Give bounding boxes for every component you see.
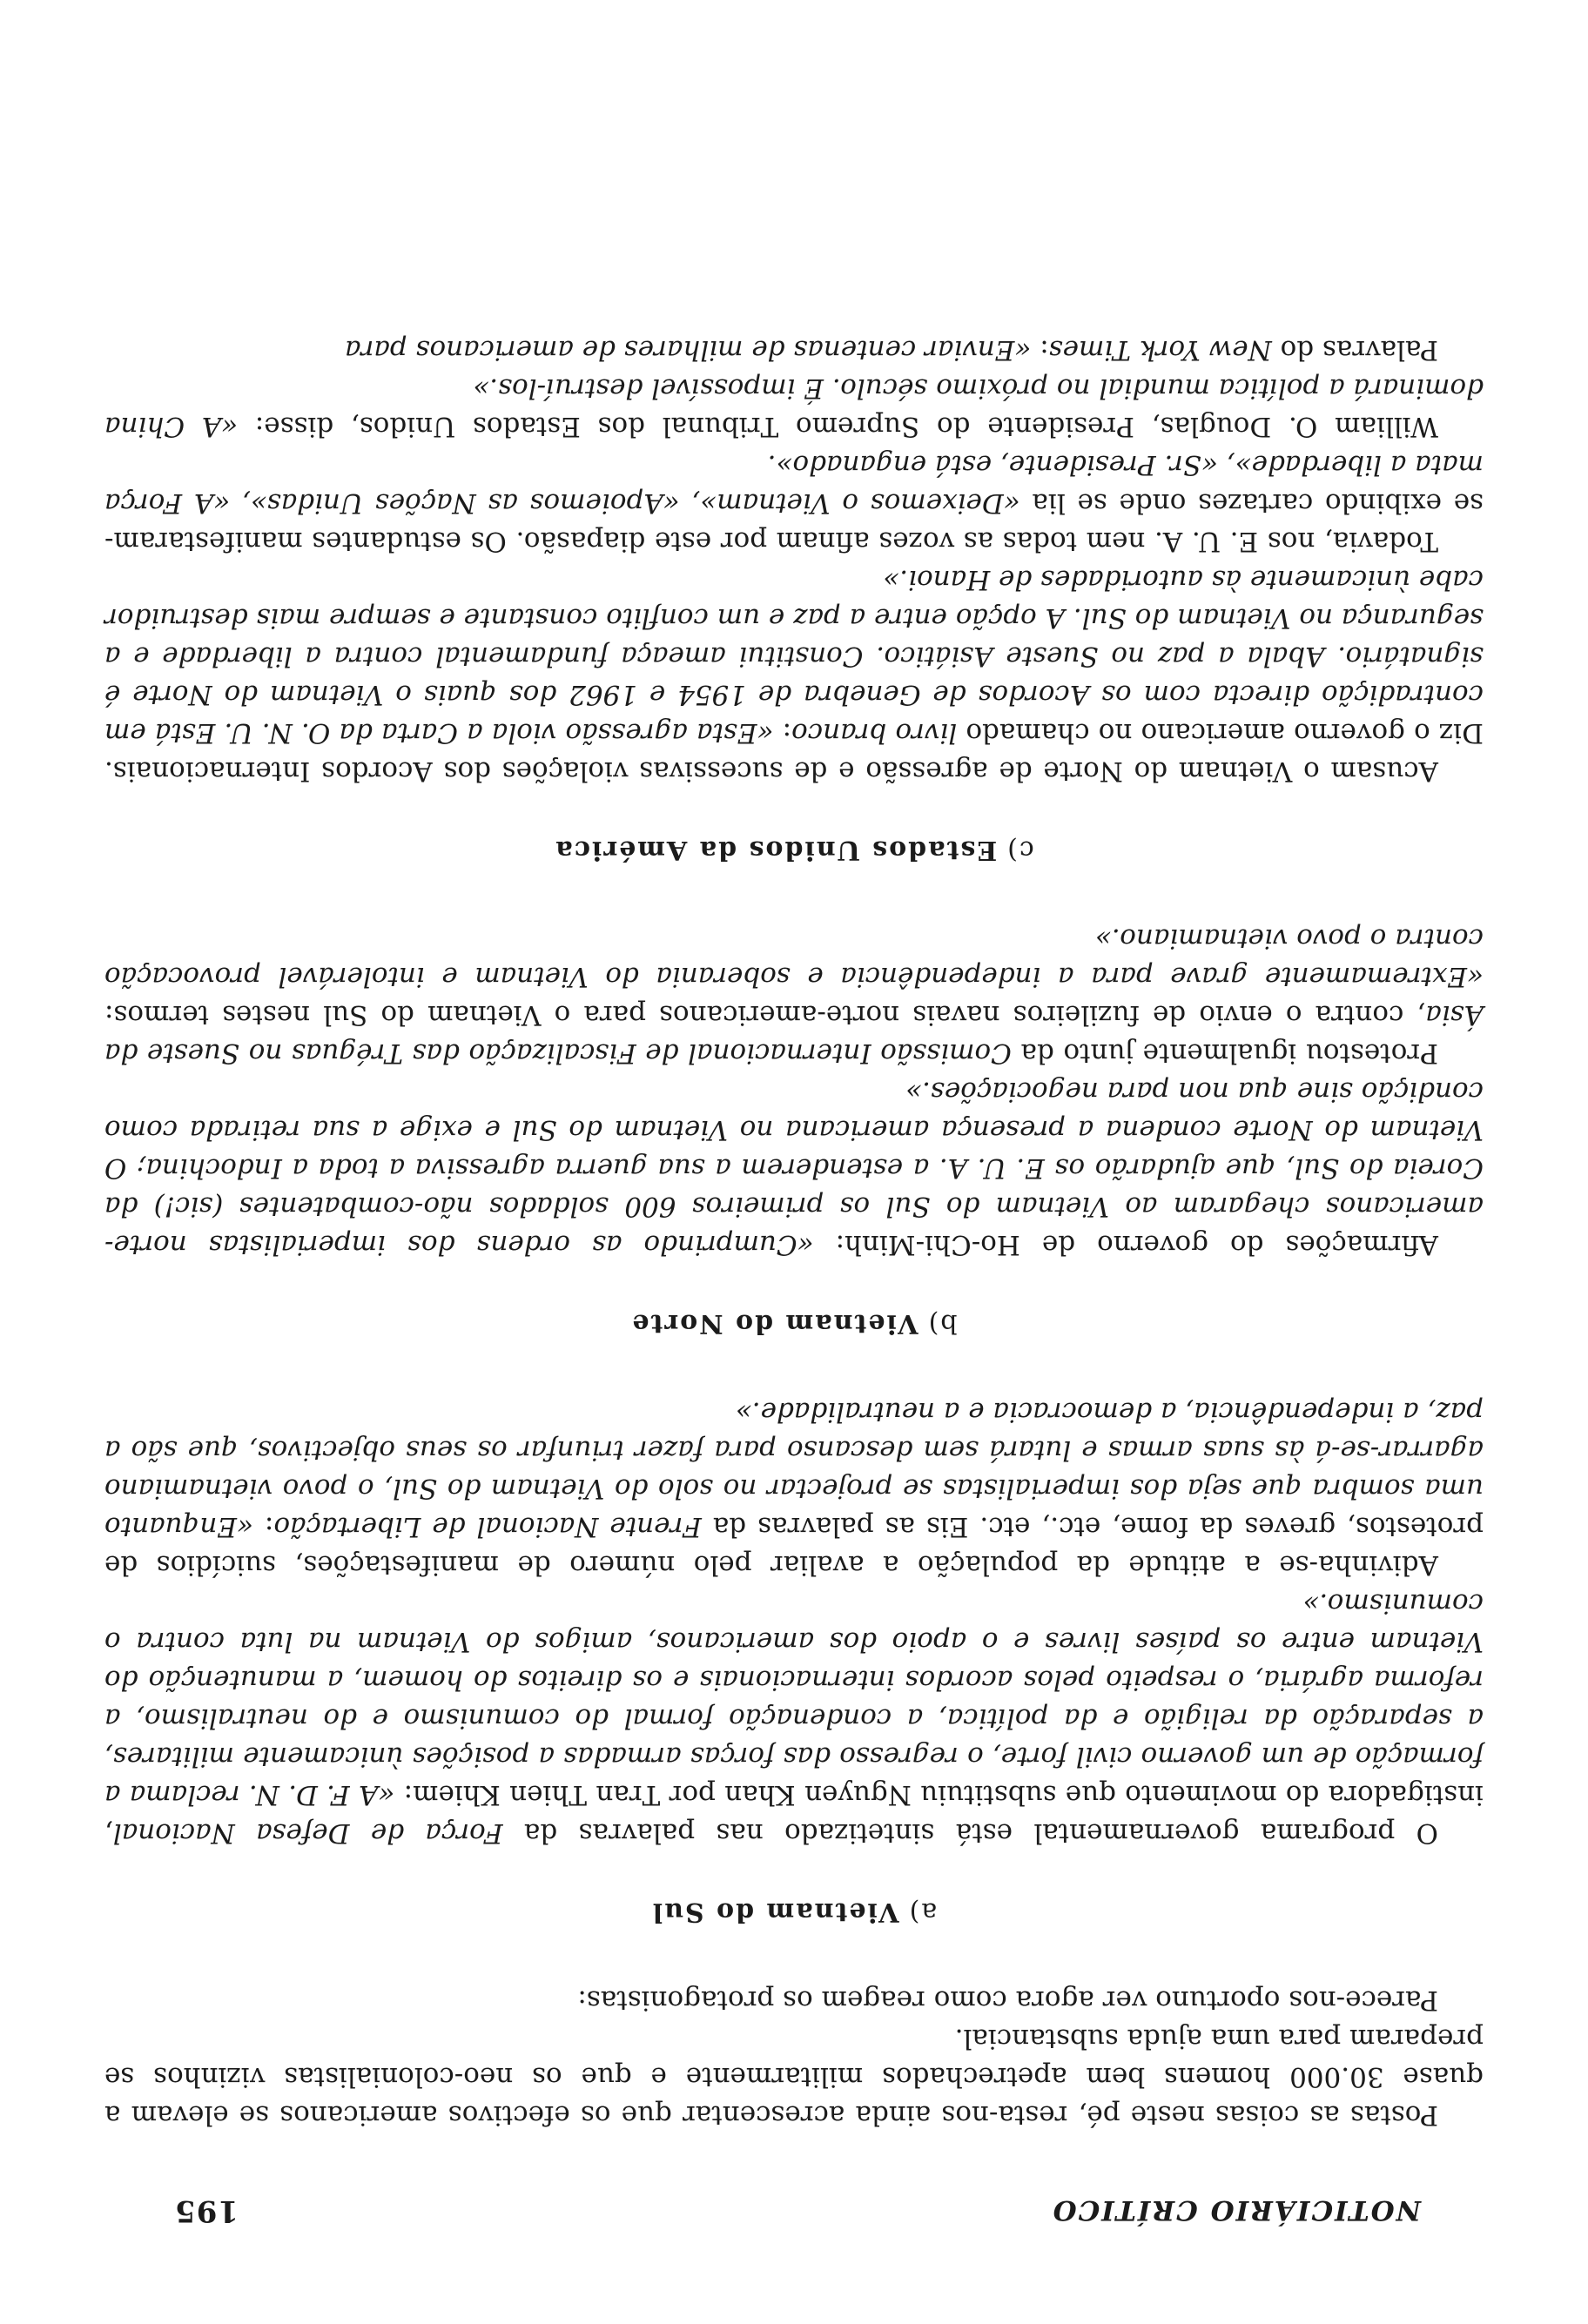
section-paragraph (104, 919, 1484, 1072)
section-title: Vietnam do Sul (650, 1897, 899, 1927)
intro-paragraph-1: Postas as coisas neste pé, resta-nos ainda acrescentar que os efectivos americanos se elevam a quase 30.000 homens bem apetrechados militarmente e que os neo-colonialistas vizinhos se preparam para uma ajuda substancial. (104, 2023, 1484, 2131)
section-paragraph (104, 331, 1484, 369)
italic-text-run: «Esta agressão viola a Carta da O. N. U. Está em contradição directa com os Acordos de Genebra de 1954 e 1962 dos quais o Vietnam do Norte é signatário. Abala a paz no Sueste Asiático. Constitui ameaça fundamental contra a liberdade e a segurança no Vietnam do Sul. A opção entre a paz e um conflito constante e sempre mais destruidor cabe ùnicamente às autoridades de Hanoi.» (104, 564, 1484, 749)
italic-text-run: New York Times (1048, 334, 1272, 366)
section-paragraph (104, 446, 1484, 561)
text-run: : (252, 1511, 274, 1542)
section-letter: b) (926, 1308, 958, 1339)
text-run: Palavras do (1271, 334, 1438, 366)
text-run: Todavia, nos E. U. A. nem todas as vozes afinam por este diapasão. Os estudantes manifestaram-se exibindo cartazes onde se lia (104, 487, 1484, 557)
section-paragraph (104, 1584, 1484, 1852)
text-run: : (773, 717, 792, 749)
section-paragraph (104, 1393, 1484, 1584)
text-run: William O. Douglas, Presidente do Supremo Tribunal dos Estados Unidos, disse: (238, 411, 1438, 442)
section-heading (104, 1304, 1484, 1342)
intro-paragraph-2: Parece-nos oportuno ver agora como reagem os protagonistas: (577, 1985, 1438, 2016)
italic-text-run: Frente Nacional de Libertação (273, 1511, 702, 1542)
section-south-vietnam (104, 1393, 1484, 1931)
italic-text-run: «Deixemos o Vietnam», «Apoiemos as Nações Unidas», «A Força mata a liberdade», «Sr. Presidente, está enganado». (104, 449, 1484, 519)
article-body (104, 331, 1484, 2134)
running-title: NOTICIÁRIO CRÍTICO (1051, 2194, 1421, 2226)
section-letter: a) (907, 1897, 938, 1927)
section-north-vietnam (104, 919, 1484, 1342)
text-run: Protestou igualmente junto da (1011, 1038, 1438, 1069)
text-run: , contra o envio de fuzileiros navais norte-americanos para o Vietnam do Sul nestes termos: (104, 999, 1426, 1031)
italic-text-run: Comissão Internacional de Fiscalização das Tréguas no Sueste da Ásia (104, 999, 1484, 1069)
italic-text-run: «A China dominará a política mundial no próximo século. É impossível destruí-los.» (104, 373, 1484, 442)
section-heading (104, 830, 1484, 869)
italic-text-run: livro branco (791, 717, 958, 749)
section-letter: c) (1006, 835, 1034, 865)
section-paragraph (104, 369, 1484, 446)
page-header (104, 2193, 1484, 2228)
italic-text-run: «Enquanto uma sombra que seja dos imperialistas se projectar no solo do Vietnam do Sul, o povo vietnamiano agarrar-se-á às suas armas e lutará sem descanso para fazer triunfar os seus objectivos, que são a paz, a independência, a democracia e a neutralidade.» (104, 1396, 1484, 1542)
italic-text-run: «Extremamente grave para a independência e soberania do Vietnam e intolerável provocação contra o povo vietnamiano.» (104, 923, 1484, 992)
section-title: Estados Unidos da América (554, 835, 998, 865)
text-run: Adivinha-se a atitude da população a avaliar pelo número de manifestações, suicídios de protestos, greves da fome, etc., etc. Eis as palavras da (104, 1511, 1484, 1581)
text-run: Afirmações do governo de Ho-Chi-Minh: (813, 1229, 1438, 1260)
italic-text-run: «A F. D. N. reclama a formação de um governo civil forte, o regresso das forças armadas a posições ùnicamente militares, a separação da religião e da política, a condenação formal do comunismo e do neutralismo, a reforma agrária, o respeito pelos acordos internacionais e os direitos do homem, a manutenção do Vietnam entre os países livres e o apoio dos americanos, amigos do Vietnam na luta contra o comunismo.» (104, 1588, 1484, 1810)
italic-text-run: «Cumprindo as ordens dos imperialistas norte-americanos chegaram ao Vietnam do Sul os primeiros 600 soldados não-combatentes (sic!) da Coreia do Sul, que ajudarão os E. U. A. a estenderem a sua guerra agressiva a toda a Indochina; O Vietnam do Norte condena a presença americana no Vietnam do Sul e exige a sua retirada como condição sine qua non para negociações.» (104, 1076, 1484, 1260)
section-paragraph (104, 1072, 1484, 1264)
section-usa (104, 331, 1484, 869)
page-number: 195 (174, 2193, 239, 2228)
text-run: : (1031, 334, 1049, 366)
italic-text-run: Força de Defesa Nacional (112, 1817, 503, 1849)
section-paragraph (104, 561, 1484, 790)
italic-text-run: «Enviar centenas de milhares de americanos para (345, 334, 1032, 366)
section-title: Vietnam do Norte (630, 1308, 918, 1339)
text-run: O programa governamental está sintetizado nas palavras da (502, 1817, 1438, 1849)
text-run: , instigadora do movimento que substituiu Nguyen Khan por Tran Thien Khiem: (104, 1779, 1484, 1849)
section-heading (104, 1892, 1484, 1931)
text-run: Acusam o Vietnam do Norte de agressão e de sucessivas violações dos Acordos Internacionais. Diz o governo americano no chamado (104, 717, 1484, 787)
